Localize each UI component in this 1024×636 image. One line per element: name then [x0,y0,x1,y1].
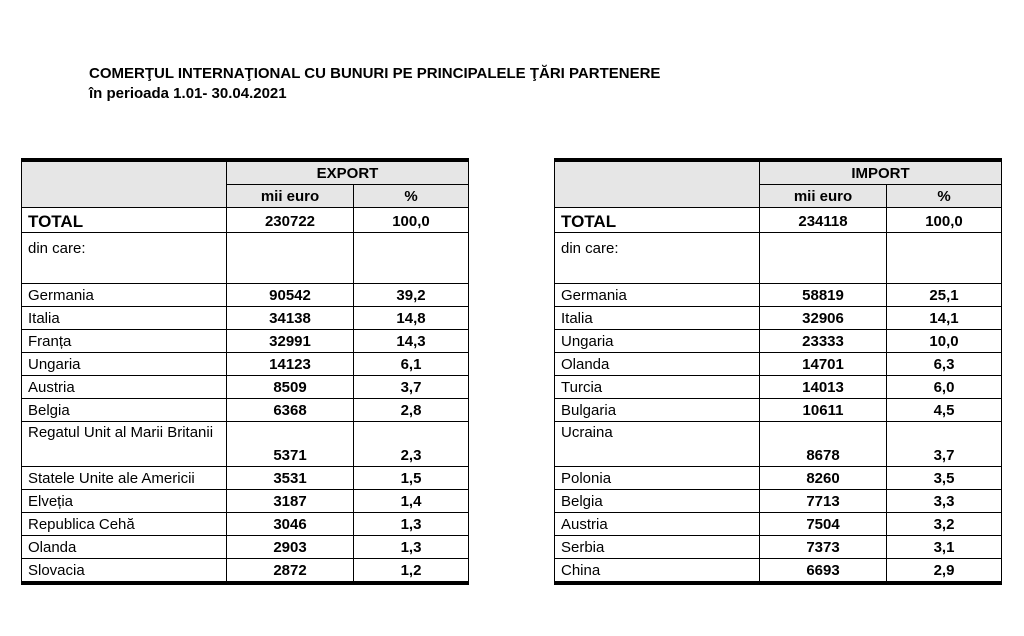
country-value: 14123 [227,353,354,376]
country-value: 14013 [760,376,887,399]
country-pct: 3,1 [887,536,1002,559]
table-row [555,513,1002,536]
country-name: Turcia [555,376,760,399]
import-din-care-empty-1 [760,233,887,284]
country-name: Republica Cehă [22,513,227,536]
table-row [22,513,469,536]
country-name: Polonia [555,467,760,490]
table-row [555,467,1002,490]
export-total-pct: 100,0 [354,208,469,233]
export-pct-header: % [354,185,469,208]
country-value: 5371 [227,422,354,467]
country-value: 8509 [227,376,354,399]
document-title [89,64,660,104]
table-row [22,536,469,559]
table-row [22,490,469,513]
country-value: 3187 [227,490,354,513]
export-total-value: 230722 [227,208,354,233]
country-name: Italia [22,307,227,330]
country-name: Olanda [22,536,227,559]
table-row [555,399,1002,422]
country-value: 90542 [227,284,354,307]
import-total-value: 234118 [760,208,887,233]
import-header-blank [555,160,760,208]
table-row [22,307,469,330]
country-value: 8678 [760,422,887,467]
export-total-row [22,208,469,233]
country-pct: 3,3 [887,490,1002,513]
country-pct: 6,3 [887,353,1002,376]
country-pct: 2,8 [354,399,469,422]
table-row [555,284,1002,307]
country-name: Elveția [22,490,227,513]
import-header-row [555,160,1002,185]
country-value: 7713 [760,490,887,513]
country-value: 7373 [760,536,887,559]
table-row [22,422,469,467]
export-header: EXPORT [227,160,469,185]
export-din-care-label: din care: [22,233,227,284]
country-pct: 39,2 [354,284,469,307]
country-name: Germania [22,284,227,307]
country-pct: 1,5 [354,467,469,490]
export-din-care-empty-2 [354,233,469,284]
country-value: 3046 [227,513,354,536]
table-row [22,284,469,307]
export-unit-header: mii euro [227,185,354,208]
country-pct: 2,3 [354,422,469,467]
table-row [555,490,1002,513]
import-total-pct: 100,0 [887,208,1002,233]
country-value: 8260 [760,467,887,490]
import-pct-header: % [887,185,1002,208]
country-value: 32906 [760,307,887,330]
country-pct: 14,1 [887,307,1002,330]
title-line-2: în perioada 1.01- 30.04.2021 [89,85,287,102]
export-header-row [22,160,469,185]
country-value: 58819 [760,284,887,307]
country-value: 14701 [760,353,887,376]
country-pct: 25,1 [887,284,1002,307]
table-row [555,307,1002,330]
country-pct: 6,1 [354,353,469,376]
table-row [22,330,469,353]
table-row [22,467,469,490]
country-pct: 2,9 [887,559,1002,584]
export-table [21,158,469,585]
import-unit-header: mii euro [760,185,887,208]
table-row [555,422,1002,467]
country-name: Austria [22,376,227,399]
country-name: Slovacia [22,559,227,584]
table-row [555,559,1002,584]
country-pct: 3,7 [887,422,1002,467]
country-pct: 6,0 [887,376,1002,399]
country-name: Italia [555,307,760,330]
country-name: Belgia [555,490,760,513]
country-value: 2903 [227,536,354,559]
table-row [555,353,1002,376]
country-value: 10611 [760,399,887,422]
import-din-care-empty-2 [887,233,1002,284]
country-pct: 14,8 [354,307,469,330]
country-name: Bulgaria [555,399,760,422]
import-total-label: TOTAL [555,208,760,233]
country-value: 6693 [760,559,887,584]
country-name: Franța [22,330,227,353]
country-pct: 14,3 [354,330,469,353]
country-name: Serbia [555,536,760,559]
country-name: Statele Unite ale Americii [22,467,227,490]
country-name: Germania [555,284,760,307]
table-row [22,376,469,399]
country-pct: 4,5 [887,399,1002,422]
country-value: 7504 [760,513,887,536]
import-din-care-row [555,233,1002,284]
import-header: IMPORT [760,160,1002,185]
import-total-row [555,208,1002,233]
country-pct: 3,7 [354,376,469,399]
table-row [22,559,469,584]
title-line-1: COMERŢUL INTERNAŢIONAL CU BUNURI PE PRINCIPALELE ŢĂRI PARTENERE [89,65,661,82]
export-din-care-row [22,233,469,284]
country-pct: 1,3 [354,513,469,536]
country-value: 34138 [227,307,354,330]
table-row [555,376,1002,399]
country-pct: 3,5 [887,467,1002,490]
country-value: 23333 [760,330,887,353]
country-name: Regatul Unit al Marii Britanii [22,422,227,467]
country-name: China [555,559,760,584]
table-row [555,330,1002,353]
export-total-label: TOTAL [22,208,227,233]
export-din-care-empty-1 [227,233,354,284]
import-din-care-label: din care: [555,233,760,284]
country-name: Ucraina [555,422,760,467]
table-row [22,399,469,422]
country-name: Olanda [555,353,760,376]
country-name: Belgia [22,399,227,422]
country-pct: 3,2 [887,513,1002,536]
export-header-blank [22,160,227,208]
country-value: 3531 [227,467,354,490]
country-pct: 1,4 [354,490,469,513]
import-table [554,158,1002,585]
country-pct: 10,0 [887,330,1002,353]
country-name: Austria [555,513,760,536]
country-pct: 1,2 [354,559,469,584]
table-row [22,353,469,376]
table-row [555,536,1002,559]
country-name: Ungaria [22,353,227,376]
country-value: 2872 [227,559,354,584]
country-value: 32991 [227,330,354,353]
country-name: Ungaria [555,330,760,353]
country-value: 6368 [227,399,354,422]
country-pct: 1,3 [354,536,469,559]
